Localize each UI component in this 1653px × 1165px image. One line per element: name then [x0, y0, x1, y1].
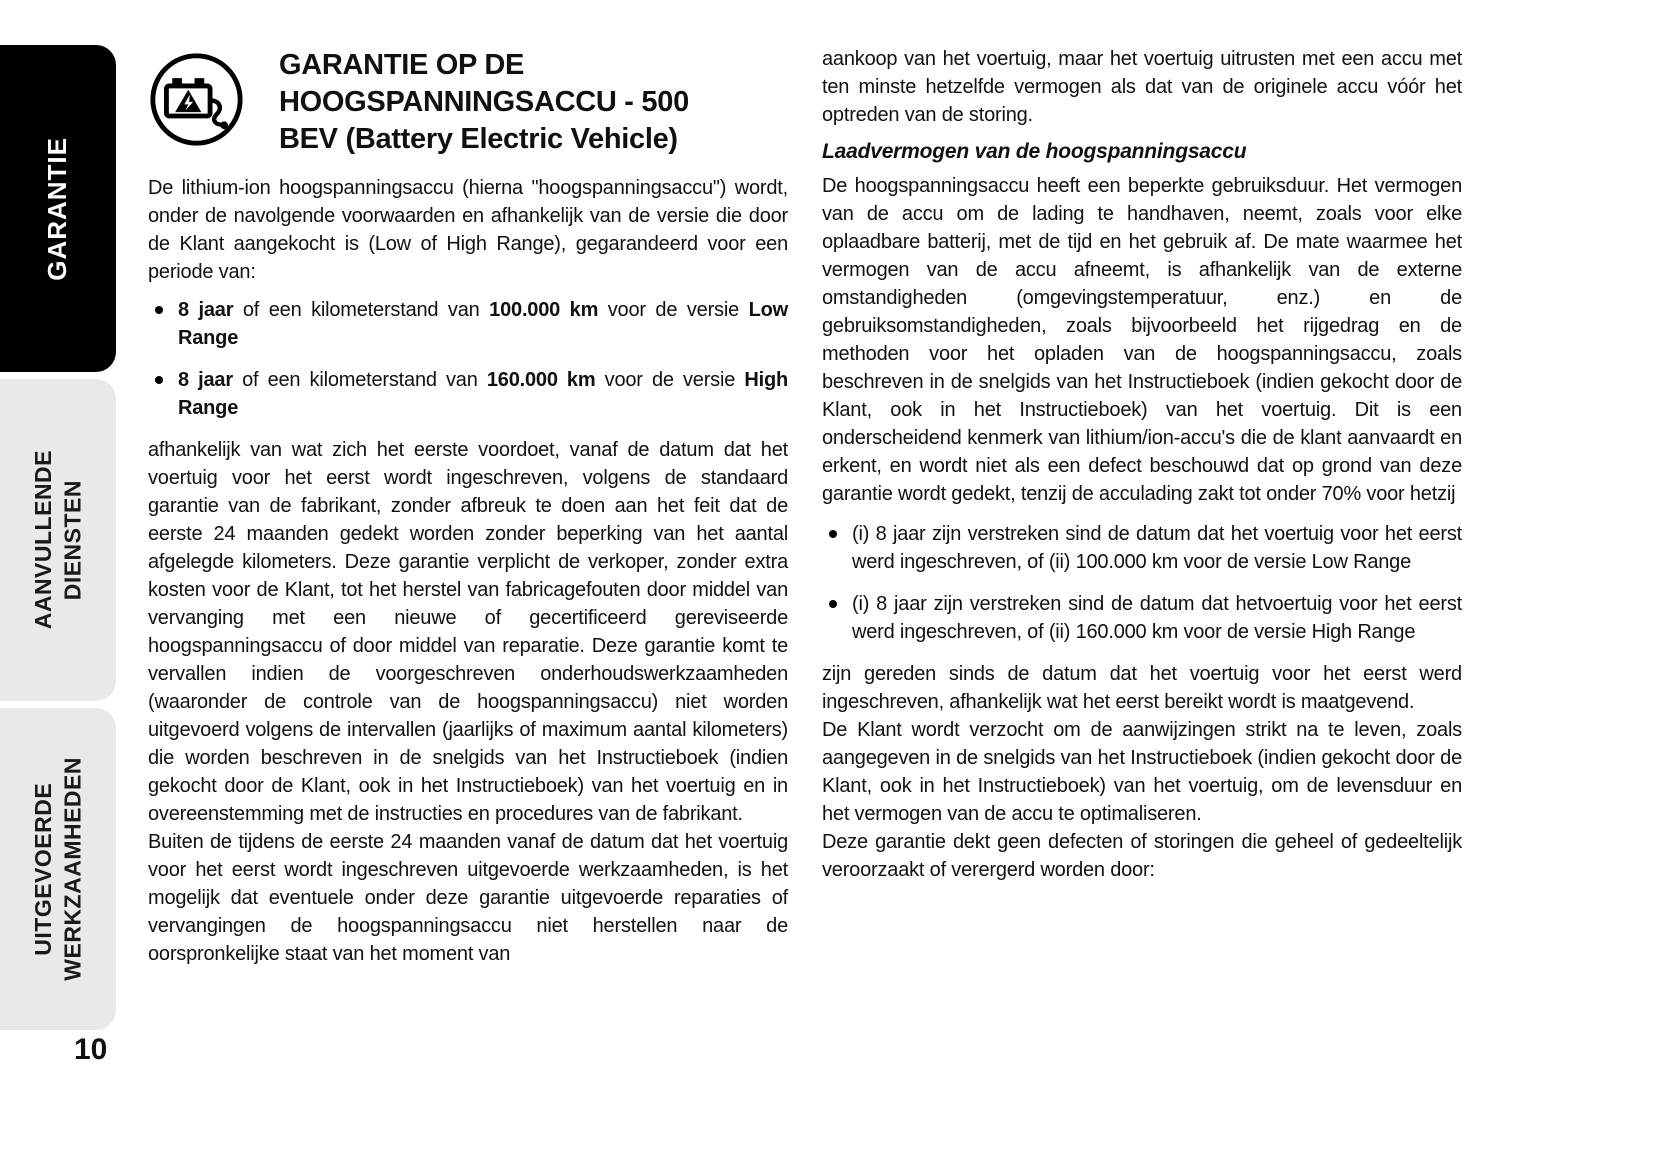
bold-segment: 100.000 km	[489, 299, 599, 321]
tab-label-line: GARANTIE	[42, 136, 73, 281]
page-number: 10	[74, 1033, 108, 1066]
list-item-low-range	[148, 296, 788, 352]
paragraph-exclusions: Deze garantie dekt geen defecten of storingen die geheel of gedeeltelijk veroorzaakt of verergerd worden door:	[822, 831, 1462, 881]
bold-segment: 160.000 km	[486, 369, 596, 391]
title-line: BEV (Battery Electric Vehicle)	[279, 123, 678, 155]
bold-segment: 8 jaar	[178, 369, 233, 391]
text-segment: voor de versie	[598, 299, 749, 321]
tab-label-line: DIENSTEN	[59, 479, 85, 601]
tab-label	[41, 137, 74, 281]
text-segment: of een kilometerstand van	[232, 369, 487, 391]
paragraph-conditions: afhankelijk van wat zich het eerste voordoet, vanaf de datum dat het voertuig voor het eerst wordt ingeschreven, volgens de standaard garantie van de fabrikant, zonder afbreuk te doen aan het feit dat de eerste 24 maanden gedekt worden zonder beperking van het aantal afgelegde kilometers. Deze garantie verplicht de verkoper, zonder extra kosten voor de Klant, tot het herstel van fabricagefouten door middel van vervanging met een nieuwe of gecertificeerd gereviseerde hoogspanningsaccu of door middel van reparatie. Deze garantie komt te vervallen indien de voorgeschreven onderhoudswerkzaamheden (waaronder de controle van de hoogspanningsaccu) niet worden uitgevoerd volgens de intervallen (jaarlijks of maximum aantal kilometers) die worden beschreven in de snelgids van het Instructieboek (indien gekocht door de Klant, ook in het Instructieboek) van het voertuig en in overeenstemming met de instructies en procedures van de fabrikant.	[148, 439, 788, 825]
list-item-capacity-high: (i) 8 jaar zijn verstreken sind de datum dat hetvoertuig voor het eerst werd ingeschreven, of (ii) 160.000 km voor de versie High Range	[822, 590, 1462, 646]
paragraph-driven: zijn gereden sinds de datum dat het voertuig voor het eerst werd ingeschreven, afhankelijk wat het eerst bereikt wordt is maatgevend.	[822, 663, 1462, 713]
tab-label-line: WERKZAAMHEDEN	[59, 757, 85, 981]
list-item-high-range	[148, 366, 788, 422]
paragraph-advice: De Klant wordt verzocht om de aanwijzingen strikt na te leven, zoals aangegeven in de snelgids van het Instructieboek (indien gekocht door de Klant, ook in het Instructieboek) van het voertuig, om de levensduur en het vermogen van de accu te optimaliseren.	[822, 719, 1462, 825]
tab-label	[29, 757, 88, 981]
right-column	[822, 45, 1462, 884]
paragraph-capacity: De hoogspanningsaccu heeft een beperkte gebruiksduur. Het vermogen van de accu om de lading te handhaven, neemt, zoals voor elke oplaadbare batterij, met de tijd en het gebruik af. De mate waarmee het vermogen van de accu afneemt, is afhankelijk van de externe omstandigheden (omgevingstemperatuur, enz.) en de gebruiksomstandigheden, zoals bijvoorbeeld het rijgedrag en de methoden voor het opladen van de hoogspanningsaccu, zoals beschreven in de snelgids van het Instructieboek (indien gekocht door de Klant, ook in het Instructieboek) van het voertuig. Dit is een onderscheidend kenmerk van lithium/ion-accu's die de klant aanvaardt en erkent, en wordt niet als een defect beschouwd dat op grond van deze garantie wordt gedekt, tenzij de acculading zakt tot onder 70% voor hetzij	[822, 175, 1462, 505]
text-segment: of een kilometerstand van	[233, 299, 490, 321]
paragraph-repairs: Buiten de tijdens de eerste 24 maanden vanaf de datum dat het voertuig voor het eerst wordt ingeschreven uitgevoerde werkzaamheden, is het mogelijk dat eventuele onder deze garantie uitgevoerde reparaties of vervangingen de hoogspanningsaccu niet herstellen naar de oorspronkelijke staat van het moment van	[148, 831, 788, 965]
article-title	[279, 47, 689, 158]
tab-label	[29, 450, 88, 629]
title-line: HOOGSPANNINGSACCU - 500	[279, 86, 689, 118]
battery-charging-warning-icon	[148, 51, 245, 148]
article-header	[148, 45, 788, 158]
tab-label-line: AANVULLENDE	[29, 450, 56, 630]
tab-label-line: UITGEVOERDE	[29, 782, 56, 956]
capacity-terms-list	[822, 520, 1462, 646]
left-column	[148, 45, 788, 968]
intro-paragraph: De lithium-ion hoogspanningsaccu (hierna "hoogspanningsaccu") wordt, onder de navolgende voorwaarden en afhankelijk van de versie die door de Klant aangekocht is (Low of High Range), gegarandeerd voor een periode van:	[148, 177, 788, 283]
sidebar-tab-uitgevoerde-werkzaamheden[interactable]	[0, 708, 116, 1030]
bold-segment: High Range	[178, 369, 788, 419]
paragraph-continuation: aankoop van het voertuig, maar het voertuig uitrusten met een accu met ten minste hetzelfde vermogen als dat van de originele accu vóór het optreden van de storing.	[822, 48, 1462, 126]
text-segment: voor de versie	[595, 369, 745, 391]
bold-segment: 8 jaar	[178, 299, 234, 321]
subheading-laadvermogen: Laadvermogen van de hoogspanningsaccu	[822, 140, 1247, 163]
bold-segment: Low Range	[178, 299, 788, 349]
list-item-capacity-low: (i) 8 jaar zijn verstreken sind de datum dat het voertuig voor het eerst werd ingeschreven, of (ii) 100.000 km voor de versie Low Range	[822, 520, 1462, 576]
sidebar-tab-aanvullende-diensten[interactable]	[0, 379, 116, 701]
warranty-terms-list	[148, 296, 788, 422]
sidebar-tab-garantie[interactable]	[0, 45, 116, 372]
title-line: GARANTIE OP DE	[279, 49, 525, 81]
